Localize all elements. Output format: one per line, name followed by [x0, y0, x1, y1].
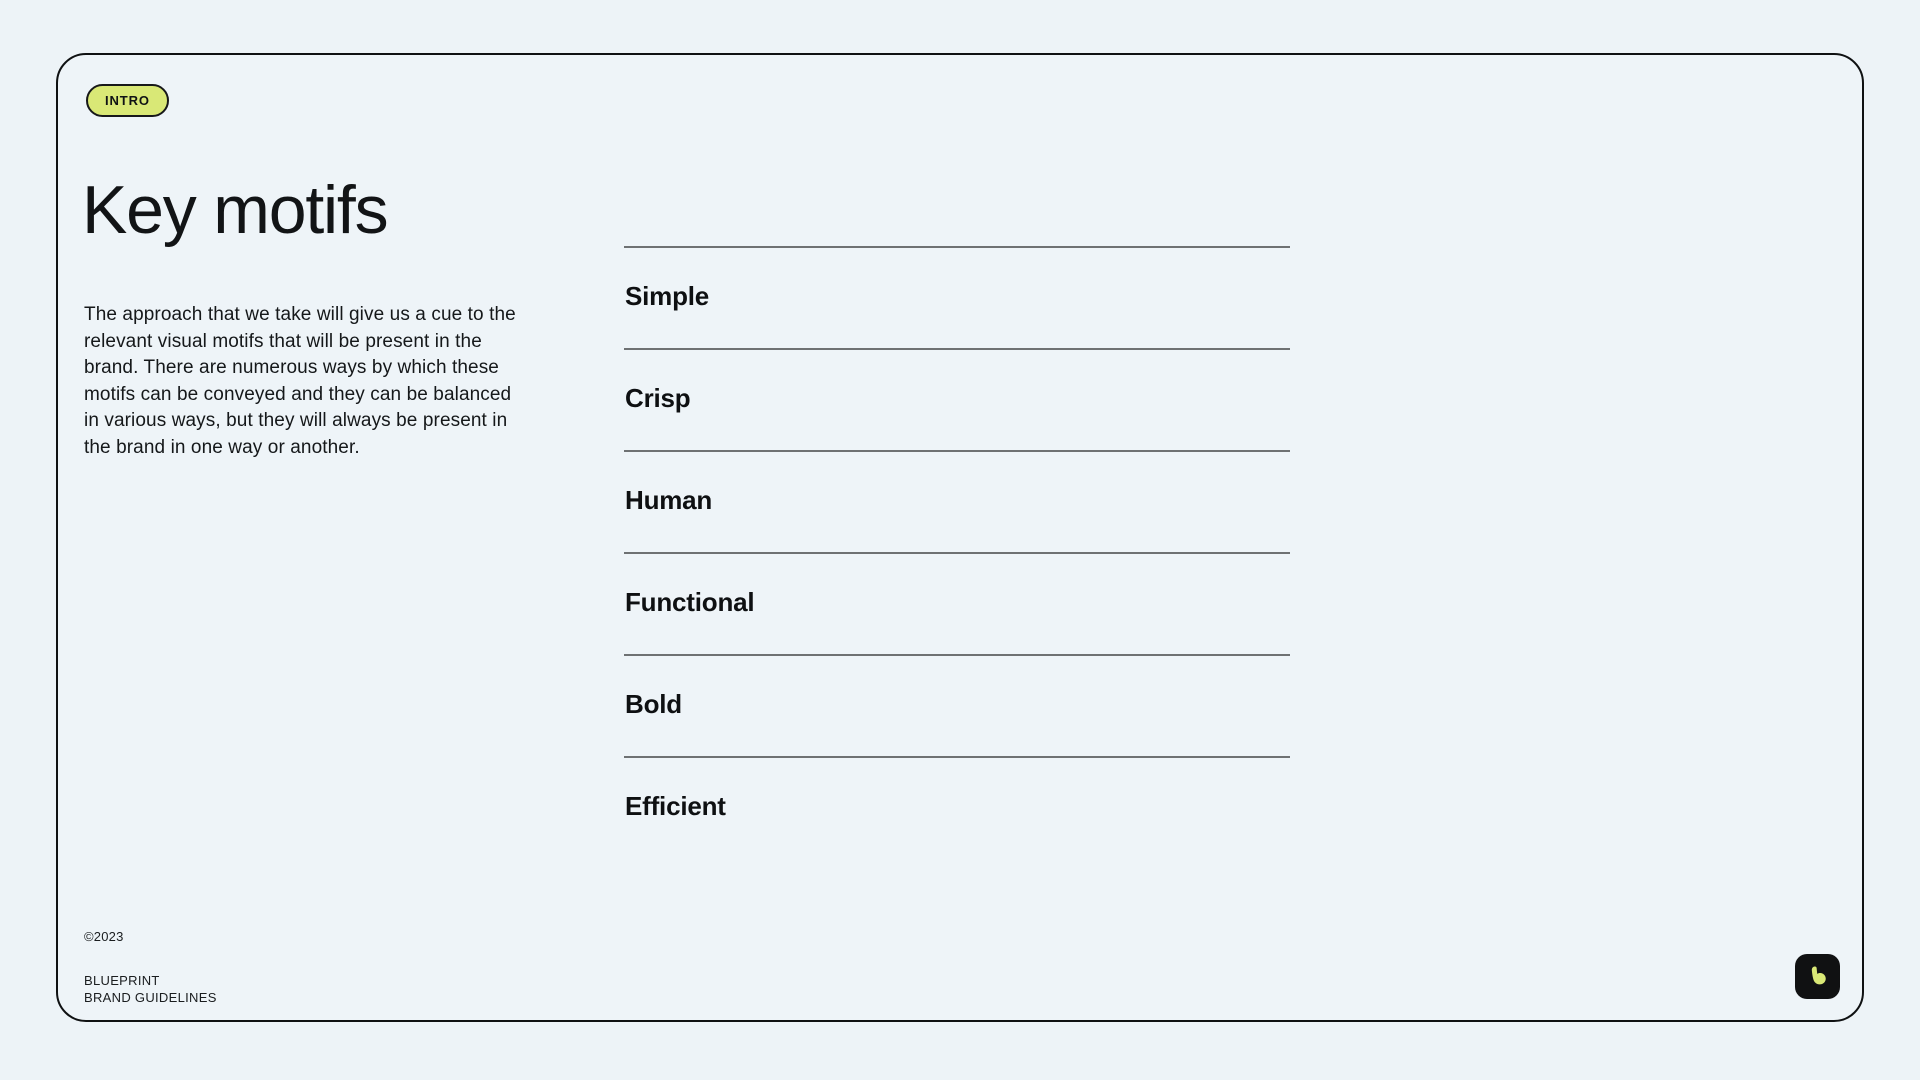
- motif-list: [624, 246, 1290, 858]
- brand-guidelines-label: [84, 972, 217, 1006]
- intro-paragraph: The approach that we take will give us a cue to the relevant visual motifs that will be present in the brand. There are numerous ways by which these motifs can be conveyed and they can be balanced in various ways, but they will always be present in the brand in one way or another.: [84, 304, 516, 458]
- motif-label: Functional: [625, 587, 755, 617]
- section-badge-label: INTRO: [105, 93, 150, 108]
- page-title: Key motifs: [82, 172, 388, 248]
- motif-label: Crisp: [625, 383, 691, 413]
- motif-row: [624, 654, 1290, 756]
- motif-row: [624, 552, 1290, 654]
- blueprint-logo: [1795, 954, 1840, 999]
- motif-label: Simple: [625, 281, 710, 311]
- motif-row: [624, 348, 1290, 450]
- section-badge: [86, 84, 169, 117]
- brand-name: BLUEPRINT: [84, 973, 160, 988]
- brand-subtitle: BRAND GUIDELINES: [84, 990, 217, 1005]
- copyright-text: ©2023: [84, 929, 124, 944]
- slide-card: [56, 53, 1864, 1022]
- motif-label: Efficient: [625, 791, 726, 821]
- logo-b-icon: [1803, 962, 1833, 992]
- motif-row: [624, 450, 1290, 552]
- motif-row: [624, 756, 1290, 858]
- motif-row: [624, 246, 1290, 348]
- motif-label: Bold: [625, 689, 682, 719]
- motif-label: Human: [625, 485, 713, 515]
